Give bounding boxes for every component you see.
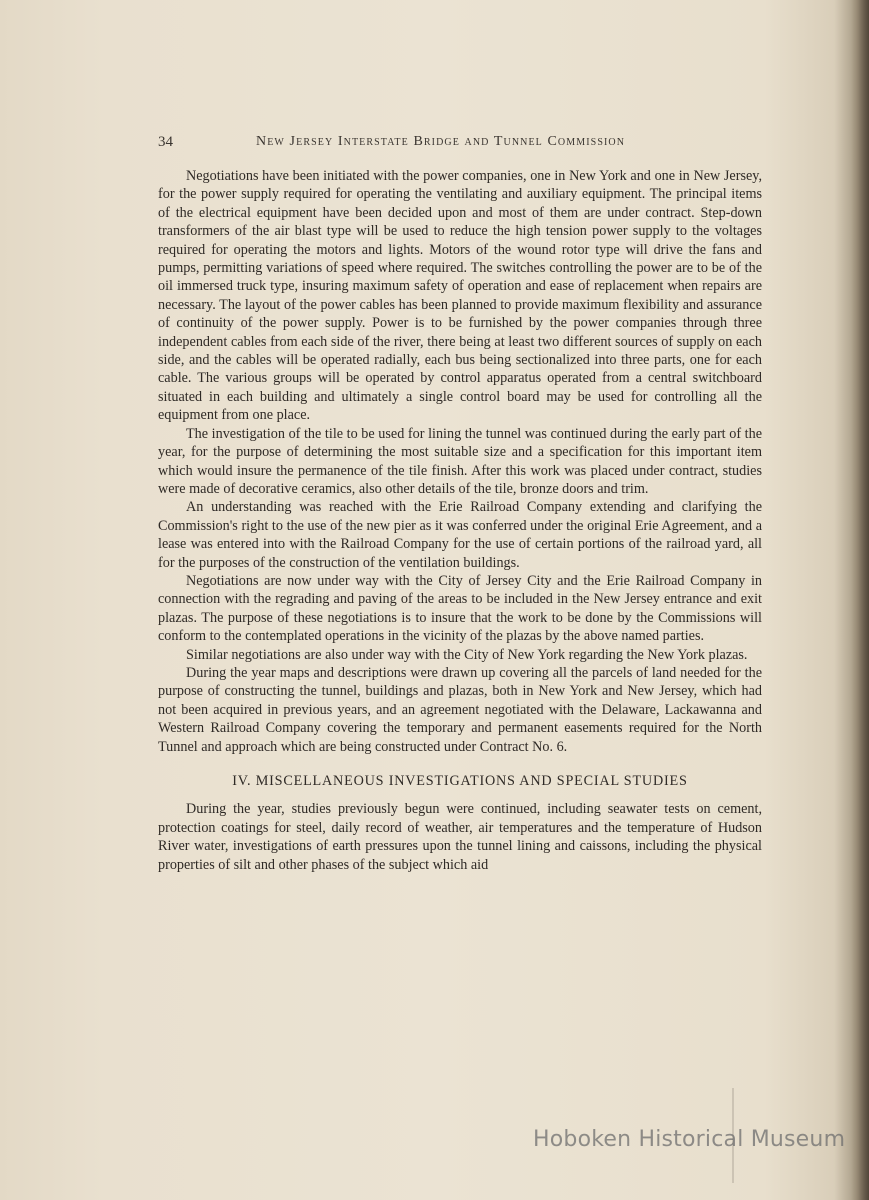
paragraph-power-supply: Negotiations have been initiated with the power companies, one in New York and one in New Jersey, for the power supply required for operating the ventilating and auxiliary equipment. The principal items of the electrical equipment have been decided upon and most of them are under contract. Step-down transformers of the air blast type will be used to reduce the high tension power supply to the voltages required for operating the motors and lights. Motors of the wound rotor type will drive the fans and pumps, permitting variations of speed where required. The switches controlling the power are to be of the oil immersed truck type, insuring maximum safety of operation and ease of replacement when repairs are necessary. The layout of the power cables has been planned to provide maximum flexibility and assurance of continuity of the power supply. Power is to be furnished by the power companies through three independent cables from each side of the river, there being at least two different sources of supply on each side, and the cables will be operated radially, each bus being sectionalized into three parts, one for each cable. The various groups will be operated by control apparatus operated from a central switchboard situated in each building and ultimately a single control board may be used for controlling all the equipment from one place. [158,168,762,424]
watermark: Hoboken Historical Museum [533,1127,846,1152]
book-spine-shadow [851,0,869,1200]
section-heading: IV. MISCELLANEOUS INVESTIGATIONS AND SPECIAL STUDIES [232,773,688,789]
paragraph-maps-descriptions: During the year maps and descriptions were drawn up covering all the parcels of land needed for the purpose of constructing the tunnel, buildings and plazas, both in New York and New Jersey, which had not been acquired in previous years, and an agreement negotiated with the Delaware, Lackawanna and Western Railroad Company covering the temporary and permanent easements required for the North Tunnel and approach which are being constructed under Contract No. 6. [158,664,762,755]
page-header [158,134,763,154]
paragraph-tile-investigation: The investigation of the tile to be used for lining the tunnel was continued during the early part of the year, for the purpose of determining the most suitable size and a specification for this important item which would insure the permanence of the tile finish. After this work was placed under contract, studies were made of decorative ceramics, also other details of the tile, bronze doors and trim. [158,425,762,497]
paragraph-erie-agreement: An understanding was reached with the Erie Railroad Company extending and clarifying the Commission's right to the use of the new pier as it was conferred under the original Erie Agreement, and a lease was entered into with the Railroad Company for the use of certain portions of the railroad yard, all for the purposes of the construction of the ventilation buildings. [158,499,762,571]
paragraph-new-york-plazas: Similar negotiations are also under way with the City of New York regarding the New York plazas. [186,646,748,663]
paragraph-studies: During the year, studies previously begun were continued, including seawater tests on cement, protection coatings for steel, daily record of weather, air temperatures and the temperature of Hudson River water, investigations of earth pressures upon the tunnel lining and caissons, including the physical properties of silt and other phases of the subject which aid [158,801,762,873]
running-title: New Jersey Interstate Bridge and Tunnel Commission [256,134,626,149]
page-body [158,167,762,874]
paragraph-jersey-city-negotiations: Negotiations are now under way with the City of Jersey City and the Erie Railroad Company in connection with the regrading and paving of the areas to be included in the New Jersey entrance and exit plazas. The purpose of these negotiations is to insure that the work to be done by the Commissions will conform to the contemplated operations in the vicinity of the plazas by the above named parties. [158,572,762,645]
page-number: 34 [158,134,173,150]
